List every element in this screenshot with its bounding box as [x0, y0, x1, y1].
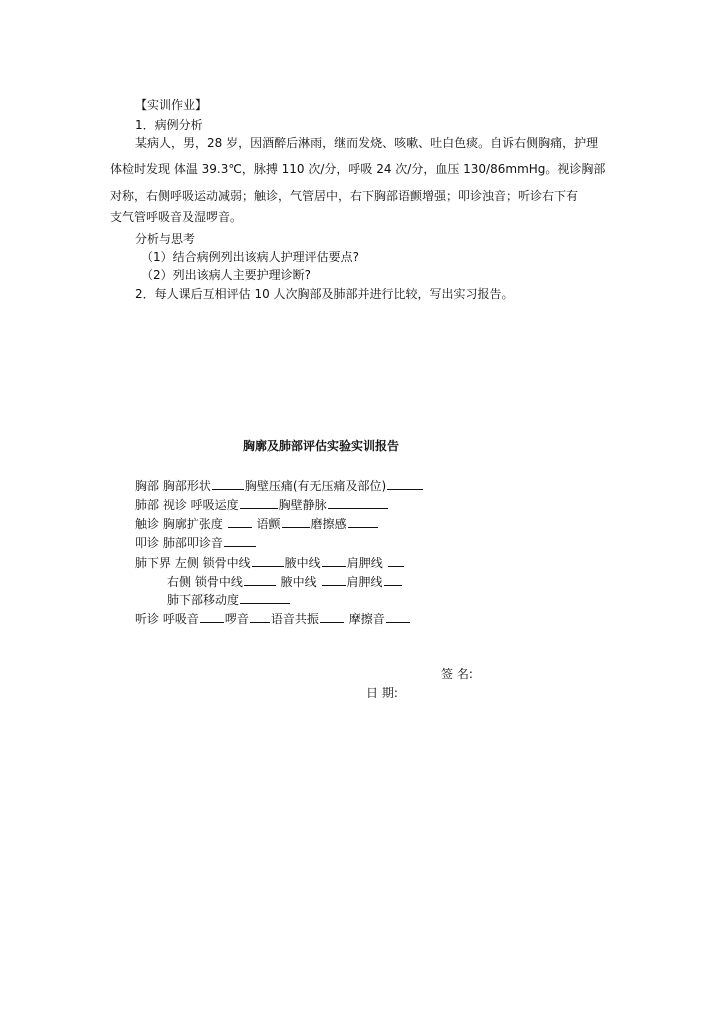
field-label: 语颤: [256, 517, 281, 531]
question-2: （2）列出该病人主要护理诊断?: [141, 268, 312, 282]
blank-field[interactable]: [240, 497, 278, 509]
row-label: 胸部: [135, 479, 160, 493]
blank-field[interactable]: [252, 555, 284, 567]
blank-field[interactable]: [348, 516, 378, 528]
report-row-palpation: [135, 516, 379, 531]
analysis-heading: 分析与思考: [135, 232, 196, 246]
field-label: 摩擦音: [348, 612, 385, 626]
blank-field[interactable]: [240, 592, 290, 604]
blank-field[interactable]: [200, 611, 224, 623]
case-line-3: 对称，右侧呼吸运动减弱；触诊，气管居中，右下胸部语颤增强；叩诊浊音；听诊右下有: [110, 189, 579, 203]
blank-field[interactable]: [320, 611, 344, 623]
row-label: 触诊: [135, 517, 160, 531]
blank-field[interactable]: [250, 611, 270, 623]
case-line-4: 支气管呼吸音及湿啰音。: [110, 210, 243, 224]
report-row-chest: [135, 478, 424, 493]
case-line-1: 某病人，男，28 岁，因酒醉后淋雨，继而发烧、咳嗽、吐白色痰。自诉右侧胸痛，护理: [135, 136, 599, 150]
field-label: 啰音: [224, 612, 249, 626]
blank-field[interactable]: [228, 516, 252, 528]
item1-heading: 1．病例分析: [135, 118, 203, 132]
field-label: 右侧 锁骨中线: [167, 575, 243, 589]
field-label: 视诊 呼吸运度: [162, 498, 239, 512]
field-label: 肩胛线: [346, 556, 383, 570]
report-row-lower-border-left: [135, 555, 405, 570]
question-1: （1）结合病例列出该病人护理评估要点?: [141, 250, 360, 264]
field-label: 肺部叩诊音: [162, 536, 223, 550]
report-row-lower-border-right: [167, 574, 403, 589]
row-label: 叩诊: [135, 536, 160, 550]
report-row-lung: [135, 497, 389, 512]
signature-label: 签 名:: [441, 667, 473, 681]
blank-field[interactable]: [322, 555, 346, 567]
field-label: 呼吸音: [162, 612, 199, 626]
field-label: 腋中线: [280, 575, 317, 589]
blank-field[interactable]: [328, 497, 388, 509]
blank-field[interactable]: [212, 478, 244, 490]
blank-field[interactable]: [387, 478, 423, 490]
case-line-2: 体检时发现 体温 39.3℃，脉搏 110 次/分，呼吸 24 次/分，血压 130/86mmHg。视诊胸部: [110, 162, 606, 176]
row-label: 听诊: [135, 612, 160, 626]
field-label: 语音共振: [270, 612, 319, 626]
blank-field[interactable]: [244, 574, 276, 586]
report-row-auscultation: [135, 611, 411, 626]
blank-field[interactable]: [282, 516, 310, 528]
blank-field[interactable]: [388, 555, 404, 567]
field-label: 磨擦感: [310, 517, 347, 531]
blank-field[interactable]: [384, 574, 402, 586]
report-row-percussion: [135, 535, 257, 550]
field-label: 胸壁压痛(有无压痛及部位): [244, 479, 387, 493]
blank-field[interactable]: [322, 574, 346, 586]
field-label: 肺下部移动度: [167, 593, 240, 607]
field-label: 胸部形状: [162, 479, 211, 493]
item2-text: 2．每人课后互相评估 10 人次胸部及肺部并进行比较，写出实习报告。: [135, 287, 514, 301]
assignment-heading: 【实训作业】: [135, 98, 208, 112]
field-label: 腋中线: [284, 556, 321, 570]
report-title: 胸廓及肺部评估实验实训报告: [243, 439, 400, 453]
date-label: 日 期:: [366, 686, 398, 700]
field-label: 肩胛线: [346, 575, 383, 589]
blank-field[interactable]: [386, 611, 410, 623]
field-label: 胸廓扩张度: [162, 517, 223, 531]
field-label: 左侧 锁骨中线: [174, 556, 251, 570]
report-row-mobility: [167, 592, 291, 607]
field-label: 胸壁静脉: [278, 498, 327, 512]
row-label: 肺部: [135, 498, 160, 512]
row-label: 肺下界: [135, 556, 172, 570]
blank-field[interactable]: [224, 535, 256, 547]
